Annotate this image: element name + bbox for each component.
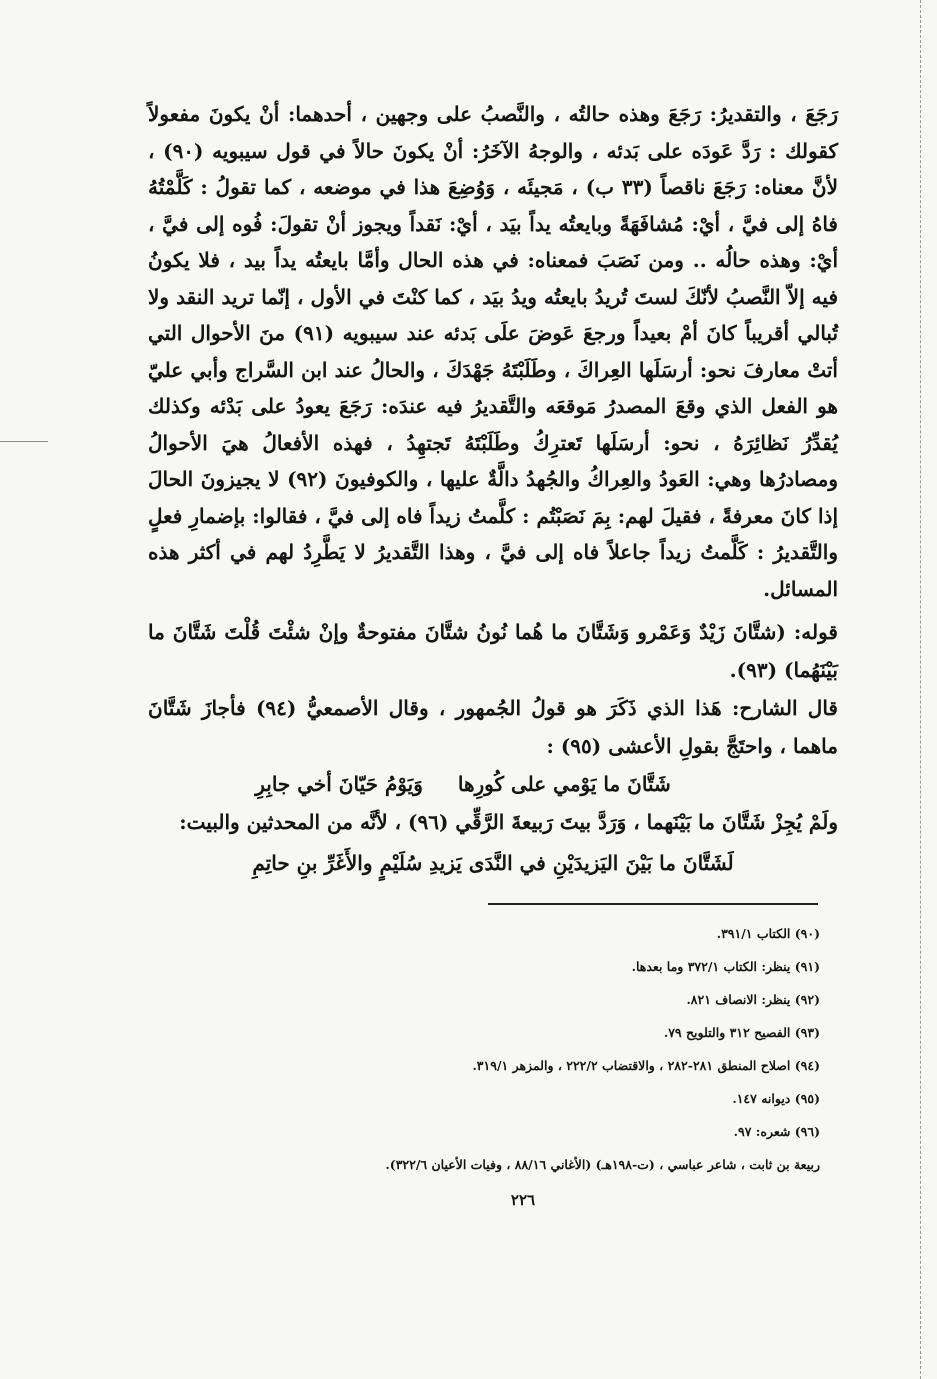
footnote: (٩٣) الفصيح ٣١٢ والتلويح ٧٩. (663, 1025, 820, 1040)
footnote: (٩٠) الكتاب ٣٩١/١. (716, 926, 820, 941)
footnote-separator (488, 903, 818, 905)
verse-hemistich: وَيَوْمُ حَيّانَ أخي جابِرِ (255, 772, 423, 796)
quote-line: قوله: (شتَّانَ زَيْدٌ وَعَمْرو وَشَتَّانَ ما هُما نُونُ شتَّانَ مفتوحةٌ وإنْ شئْتَ قُلْتَ شَتَّانَ ما بَيْنَهُما) (٩٣). (148, 620, 838, 682)
footnote: (٩٥) ديوانه ١٤٧. (732, 1091, 820, 1106)
footnote: (٩١) ينظر: الكتاب ٣٧٢/١ وما بعدها. (631, 959, 820, 974)
footnotes (148, 917, 838, 1181)
footnote: (٩٤) اصلاح المنطق ٢٨١-٢٨٢ ، والاقتضاب ٢٢٢/٢ ، والمزهر ٣١٩/١. (472, 1058, 820, 1073)
quote-line: ولَمْ يُجِزْ شَتَّانَ ما بَيْنَهما ، وَرَدَّ بيتَ رَبيعةَ الرَّقِّي (٩٦) ، لأنَّه من المحدثين والبيت: (179, 810, 838, 834)
page-number: ٢٢٦ (510, 1191, 536, 1209)
footnote: ربيعة بن ثابت ، شاعر عباسي ، (ت-١٩٨هـ) (الأغاني ٨٨/١٦ ، وفيات الأعيان ٣٢٢/٦). (385, 1157, 820, 1172)
quote-line: قال الشارح: هَذا الذي ذَكَرَ هو قولُ الجُمهور ، وقال الأصمعيُّ (٩٤) فأجازَ شَتَّانَ ماهما ، واحتَجَّ بقولِ الأعشى (٩٥) : (148, 696, 838, 758)
verse-line: لَشَتَّانَ ما بَيْنَ اليَزيدَيْنِ في النَّدَى يَزيدِ سُلَيْمٍ والأَغَرِّ بنِ حاتِمِ (252, 851, 734, 875)
footnote: (٩٦) شعره: ٩٧. (733, 1124, 820, 1139)
verse-line (148, 765, 838, 803)
body-paragraph: رَجَعَ ، والتقديرُ: رَجَعَ وهذه حالتُه ، والنَّصبُ على وجهين ، أحدهما: أنْ يكونَ مفعولاً كقولك : رَدَّ عَودَه على بَدئه ، والوجهُ الآخَرُ: أنْ يكونَ حالاً في قول سيبويه (٩٠) ، لأنَّ معناه: رَجَعَ ناقصاً (٣٣ ب) ، مَجيئَه ، وَوُضِعَ هذا في موضعه ، كما تقولُ : كَلَّمْتُهُ فاهُ إلى فيَّ ، أيْ: مُشافَهَةً وبايعتُه يداً بيَد ، أيْ: نَقداً ويجوز أنْ تقولَ: فُوه إلى فيَّ ، أيْ: وهذه حالُه .. ومن نَصَبَ فمعناه: في هذه الحال وأمَّا بايعتُه يداً بيد ، فلا يكونُ فيه إلاّ النَّصبُ لأنّكَ لستَ تُريدُ بايعتُه ويدُ بيَد ، كما كنْتَ في الأول ، إنّما تريد النقد ولا تُبالي أقريباً كانَ أمْ بعيداً ورجعَ عَوضَ علَى بَدئه عند سيبويه (٩١) منَ الأحوال التي أتتْ معارفَ نحو: أرسَلَها العِراكَ ، وطَلَبْتَهُ جَهْدَكَ ، والحالُ عند ابن السَّراج وأبي عليّ هو الفعل الذي وقعَ المصدرُ مَوقعَه والتَّقديرُ فيه عندَه: رَجَعَ يعودُ على بَدْئه وكذلك يُقدِّرُ نَظائِرَهُ ، نحو: أرسَلَها تَعترِكُ وطَلَبْتَهُ تَجتهِدُ ، فهذه الأفعالُ هيَ الأحوالُ ومصادرُها وهي: العَودُ والعِراكُ والجُهدُ دالَّةٌ عليها ، والكوفيونَ (٩٢) لا يجيزونَ الحالَ إذا كانَ معرفةً ، فقيلَ لهم: بِمَ نَصَبْتُم : كلَّمتُ زيداً فاه إلى فيَّ ، فقالوا: بإضمارِ فعلٍ والتَّقديرُ : كَلَّمتُ زيداً جاعلاً فاه إلى فيَّ ، وهذا التَّقديرُ لا يَطَّرِدُ لهم في أكثر هذه المسائل. (148, 102, 839, 601)
scan-edge-line (920, 0, 921, 1379)
book-page (148, 96, 838, 1209)
margin-mark (0, 441, 48, 442)
quote-block (148, 613, 838, 841)
footnote: (٩٢) ينظر: الانصاف ٨٢١. (686, 992, 820, 1007)
verse-hemistich: شَتَّانَ ما يَوْمي على كُورِها (457, 772, 671, 796)
